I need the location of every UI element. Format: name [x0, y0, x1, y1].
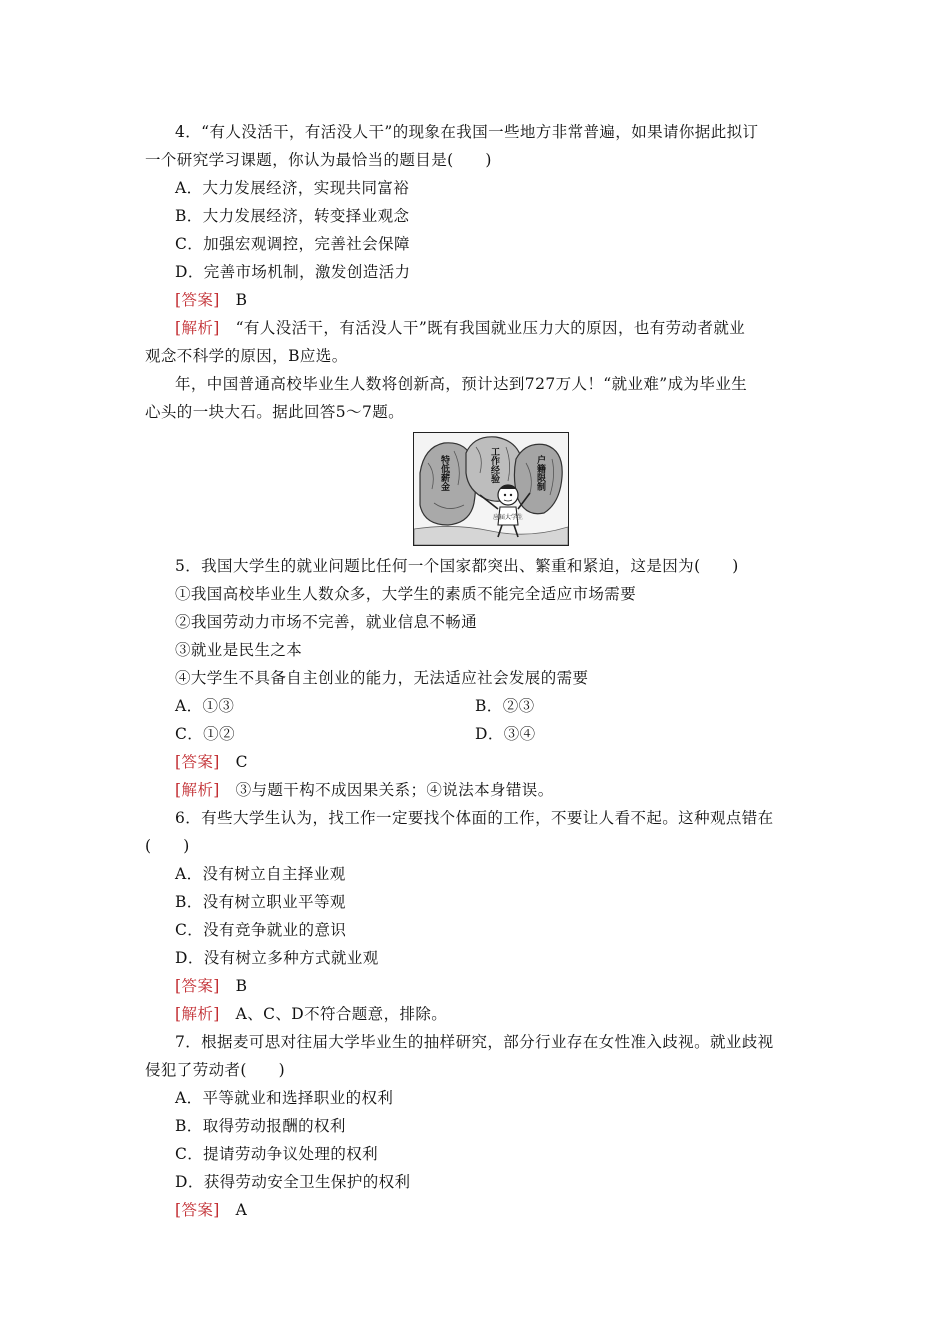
answer-value: C	[219, 753, 248, 771]
q6-option-c: C．没有竞争就业的意识	[175, 921, 347, 939]
q5-option-c: C．①②	[175, 725, 235, 743]
q4-option-c: C．加强宏观调控，完善社会保障	[175, 235, 410, 253]
cartoon-figure	[413, 432, 569, 546]
cartoon-illustration	[414, 433, 568, 545]
answer-tag: [答案]	[175, 1201, 220, 1219]
analysis-tag: [解析]	[175, 319, 220, 337]
q4-answer	[175, 286, 840, 314]
q4-analysis-line1	[175, 314, 840, 342]
answer-tag: [答案]	[175, 291, 220, 309]
analysis-text: A、C、D不符合题意，排除。	[219, 1005, 448, 1023]
q5-option-d: D．③④	[475, 725, 536, 743]
q7-answer	[175, 1196, 840, 1224]
q6-option-a: A．没有树立自主择业观	[175, 865, 346, 883]
q5-stem: 5．我国大学生的就业问题比任何一个国家都突出、繁重和紧迫，这是因为( )	[175, 557, 739, 575]
q5-item-3: ③就业是民生之本	[175, 641, 303, 659]
q7-option-b: B．取得劳动报酬的权利	[175, 1117, 346, 1135]
q5-item-4: ④大学生不具备自主创业的能力，无法适应社会发展的需要	[175, 669, 589, 687]
rock-middle-label: 工作经验	[489, 447, 499, 483]
q6-option-d: D．没有树立多种方式就业观	[175, 949, 379, 967]
answer-value: B	[219, 291, 248, 309]
q6-analysis	[175, 1000, 840, 1028]
answer-value: A	[219, 1201, 248, 1219]
person-label: 应届大学生	[492, 514, 524, 521]
intro-line1: 年，中国普通高校毕业生人数将创新高，预计达到727万人！“就业难”成为毕业生	[175, 375, 748, 393]
q7-option-d: D．获得劳动安全卫生保护的权利	[175, 1173, 411, 1191]
q5-analysis	[175, 776, 840, 804]
q7-stem-line1: 7．根据麦可思对往届大学毕业生的抽样研究，部分行业存在女性准入歧视。就业歧视	[175, 1033, 774, 1051]
q7-option-c: C．提请劳动争议处理的权利	[175, 1145, 379, 1163]
q4-stem-line2: 一个研究学习课题，你认为最恰当的题目是( )	[145, 151, 492, 169]
q4-option-d: D．完善市场机制，激发创造活力	[175, 263, 411, 281]
q5-item-2: ②我国劳动力市场不完善，就业信息不畅通	[175, 613, 478, 631]
q5-answer	[175, 748, 840, 776]
q5-options-row1	[175, 692, 805, 720]
analysis-tag: [解析]	[175, 781, 220, 799]
q5-item-1: ①我国高校毕业生人数众多，大学生的素质不能完全适应市场需要	[175, 585, 637, 603]
q4-option-b: B．大力发展经济，转变择业观念	[175, 207, 410, 225]
answer-tag: [答案]	[175, 977, 220, 995]
q6-stem-line1: 6．有些大学生认为，找工作一定要找个体面的工作，不要让人看不起。这种观点错在	[175, 809, 774, 827]
answer-tag: [答案]	[175, 753, 220, 771]
answer-value: B	[219, 977, 248, 995]
q7-option-a: A．平等就业和选择职业的权利	[175, 1089, 394, 1107]
analysis-text: “有人没活干，有活没人干”既有我国就业压力大的原因，也有劳动者就业	[219, 319, 746, 337]
rock-left-label: 特低薪金	[439, 455, 449, 491]
q6-option-b: B．没有树立职业平等观	[175, 893, 346, 911]
q4-stem-line1: 4．“有人没活干，有活没人干”的现象在我国一些地方非常普遍，如果请你据此拟订	[175, 123, 759, 141]
rock-right-label: 户籍限制	[535, 455, 545, 491]
q6-stem-line2: ( )	[145, 837, 190, 855]
q4-analysis-line2: 观念不科学的原因，B应选。	[145, 347, 348, 365]
q7-stem-line2: 侵犯了劳动者( )	[145, 1061, 286, 1079]
q4-option-a: A．大力发展经济，实现共同富裕	[175, 179, 410, 197]
q6-answer	[175, 972, 840, 1000]
analysis-tag: [解析]	[175, 1005, 220, 1023]
q5-option-a: A．①③	[175, 697, 235, 715]
q5-options-row2	[175, 720, 805, 748]
q5-option-b: B．②③	[475, 697, 535, 715]
analysis-text: ③与题干构不成因果关系；④说法本身错误。	[219, 781, 554, 799]
intro-line2: 心头的一块大石。据此回答5～7题。	[145, 403, 405, 421]
